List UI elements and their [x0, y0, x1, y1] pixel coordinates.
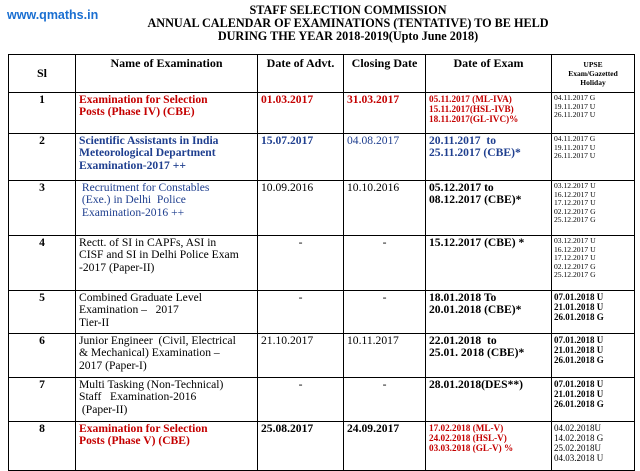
row-closing-date: 10.10.2016: [344, 181, 426, 236]
holiday-line: 14.02.2018 G: [554, 433, 604, 443]
table-row: [9, 334, 635, 378]
name-line: CISF and SI in Delhi Police Exam: [79, 248, 239, 262]
row-sl: 3: [9, 181, 76, 236]
row-exam-date: [426, 93, 552, 134]
row-exam-date: [426, 291, 552, 334]
exam-line: 25.11.2017 (CBE)*: [429, 146, 521, 160]
holiday-line: 19.11.2017 U: [554, 101, 596, 111]
header-upse-line: UPSE: [583, 60, 603, 69]
table-row: [9, 291, 635, 334]
name-line: Recruitment for Constables: [79, 181, 210, 194]
holiday-line: 21.01.2018 U: [554, 389, 604, 399]
row-advt-date: 21.10.2017: [258, 334, 344, 378]
holiday-line: 26.01.2018 G: [554, 355, 604, 365]
exam-line: 05.12.2017 to: [429, 181, 494, 194]
name-line: Rectt. of SI in CAPFs, ASI in: [79, 236, 217, 249]
row-exam-date: [426, 422, 552, 471]
header-upse-line: Exam/Gazetted: [568, 69, 618, 78]
holiday-line: 04.11.2017 G: [554, 93, 596, 102]
row-exam-name: [76, 236, 258, 291]
holiday-line: 21.01.2018 U: [554, 345, 604, 355]
row-exam-date: [426, 378, 552, 422]
row-advt-date: -: [258, 378, 344, 422]
name-line: Staff Examination-2016: [79, 390, 197, 404]
holiday-line: 16.12.2017 U: [554, 244, 596, 254]
name-line: Tier-II: [79, 315, 110, 329]
table-row: [9, 134, 635, 181]
holiday-line: 02.12.2017 G: [554, 261, 596, 271]
name-line: Scientific Assistants in India: [79, 134, 219, 147]
row-advt-date: 15.07.2017: [258, 134, 344, 181]
holiday-line: 16.12.2017 U: [554, 189, 596, 199]
exam-line: 24.02.2018 (HSL-V): [429, 433, 507, 444]
header-advt: Date of Advt.: [258, 55, 344, 93]
holiday-line: 25.12.2017 G: [554, 215, 596, 225]
heading-line-3: DURING THE YEAR 2018-2019(Upto June 2018): [217, 29, 479, 44]
name-line: Examination-2017 ++: [79, 158, 186, 172]
exam-line: 05.11.2017 (ML-IVA): [429, 94, 512, 104]
table-row: [9, 93, 635, 134]
header-name: Name of Examination: [76, 55, 258, 93]
header-upse: [552, 55, 635, 93]
name-line: Posts (Phase V) (CBE): [79, 434, 190, 448]
holiday-line: 26.01.2018 G: [554, 399, 604, 409]
holiday-line: 04.02.2018U: [554, 423, 601, 433]
table-row: [9, 181, 635, 236]
row-exam-name: [76, 134, 258, 181]
holiday-line: 03.12.2017 U: [554, 181, 596, 190]
row-sl: 2: [9, 134, 76, 181]
header-exam: Date of Exam: [426, 55, 552, 93]
row-exam-name: [76, 291, 258, 334]
row-sl: 8: [9, 422, 76, 471]
exam-line: 18.01.2018 To: [429, 291, 497, 304]
row-holidays: [552, 181, 635, 236]
holiday-line: 04.11.2017 G: [554, 134, 596, 143]
row-sl: 4: [9, 236, 76, 291]
exam-line: 03.03.2018 (GL-V) %: [429, 443, 514, 454]
header-sl: Sl: [9, 55, 76, 93]
row-exam-date: [426, 181, 552, 236]
holiday-line: 26.11.2017 U: [554, 151, 596, 161]
row-holidays: [552, 134, 635, 181]
row-exam-name: [76, 334, 258, 378]
row-advt-date: 10.09.2016: [258, 181, 344, 236]
name-line: Posts (Phase IV) (CBE): [79, 105, 195, 119]
table-header-row: [9, 55, 635, 93]
table-row: [9, 236, 635, 291]
row-sl: 5: [9, 291, 76, 334]
name-line: 2017 (Paper-I): [79, 358, 147, 372]
holiday-line: 17.12.2017 U: [554, 253, 596, 263]
holiday-line: 07.01.2018 U: [554, 335, 604, 345]
heading-line-1: STAFF SELECTION COMMISSION: [249, 3, 447, 17]
row-holidays: [552, 422, 635, 471]
exam-line: 15.11.2017(HSL-IVB): [429, 104, 514, 115]
document-heading: [88, 4, 608, 44]
row-holidays: [552, 93, 635, 134]
name-line: Examination-2016 ++: [79, 205, 185, 219]
row-closing-date: 31.03.2017: [344, 93, 426, 134]
table-row: [9, 378, 635, 422]
header-closing: Closing Date: [344, 55, 426, 93]
name-line: Combined Graduate Level: [79, 291, 202, 304]
row-exam-date: [426, 134, 552, 181]
name-line: -2017 (Paper-II): [79, 260, 155, 274]
exam-line: 18.11.2017(GL-IVC)%: [429, 114, 519, 125]
row-exam-name: [76, 181, 258, 236]
holiday-line: 25.12.2017 G: [554, 270, 596, 280]
row-closing-date: 10.11.2017: [344, 334, 426, 378]
row-advt-date: -: [258, 291, 344, 334]
holiday-line: 17.12.2017 U: [554, 198, 596, 208]
row-closing-date: -: [344, 291, 426, 334]
name-line: & Mechanical) Examination –: [79, 346, 220, 360]
row-advt-date: -: [258, 236, 344, 291]
name-line: Multi Tasking (Non-Technical): [79, 378, 224, 391]
holiday-line: 26.01.2018 G: [554, 312, 604, 322]
row-closing-date: -: [344, 236, 426, 291]
holiday-line: 26.11.2017 U: [554, 110, 596, 120]
name-line: (Paper-II): [79, 402, 128, 416]
row-advt-date: 01.03.2017: [258, 93, 344, 134]
row-sl: 7: [9, 378, 76, 422]
exam-line: 08.12.2017 (CBE)*: [429, 193, 522, 207]
row-exam-name: [76, 422, 258, 471]
row-exam-date: [426, 334, 552, 378]
holiday-line: 04.03.2018 U: [554, 453, 604, 463]
name-line: Meteorological Department: [79, 146, 216, 160]
holiday-line: 02.12.2017 G: [554, 206, 596, 216]
exam-line: 28.01.2018(DES**): [429, 378, 524, 391]
row-sl: 6: [9, 334, 76, 378]
exam-line: 20.01.2018 (CBE)*: [429, 303, 522, 317]
row-closing-date: -: [344, 378, 426, 422]
row-closing-date: 04.08.2017: [344, 134, 426, 181]
row-holidays: [552, 236, 635, 291]
table-row: [9, 422, 635, 471]
name-line: Junior Engineer (Civil, Electrical: [79, 334, 236, 347]
holiday-line: 03.12.2017 U: [554, 236, 596, 245]
exam-line: 22.01.2018 to: [429, 334, 497, 347]
row-advt-date: 25.08.2017: [258, 422, 344, 471]
header-upse-line: Holiday: [580, 78, 606, 87]
row-closing-date: 24.09.2017: [344, 422, 426, 471]
row-exam-name: [76, 378, 258, 422]
heading-line-2: ANNUAL CALENDAR OF EXAMINATIONS (TENTATIVE) TO BE HELD: [147, 16, 549, 31]
holiday-line: 07.01.2018 U: [554, 379, 604, 389]
exam-calendar-table: [8, 54, 635, 471]
holiday-line: 07.01.2018 U: [554, 292, 604, 302]
name-line: Examination for Selection: [79, 93, 208, 106]
name-line: Examination for Selection: [79, 422, 208, 435]
row-sl: 1: [9, 93, 76, 134]
site-watermark: www.qmaths.in: [7, 8, 99, 22]
row-exam-name: [76, 93, 258, 134]
exam-line: 20.11.2017 to: [429, 134, 496, 147]
holiday-line: 21.01.2018 U: [554, 302, 604, 312]
exam-line: 17.02.2018 (ML-V): [429, 423, 504, 433]
row-holidays: [552, 334, 635, 378]
row-exam-date: [426, 236, 552, 291]
name-line: (Exe.) in Delhi Police: [79, 193, 186, 207]
row-holidays: [552, 378, 635, 422]
exam-line: 15.12.2017 (CBE) *: [429, 236, 525, 249]
row-holidays: [552, 291, 635, 334]
name-line: Examination – 2017: [79, 303, 179, 317]
holiday-line: 25.02.2018U: [554, 443, 601, 453]
exam-line: 25.01. 2018 (CBE)*: [429, 346, 525, 360]
holiday-line: 19.11.2017 U: [554, 142, 596, 152]
